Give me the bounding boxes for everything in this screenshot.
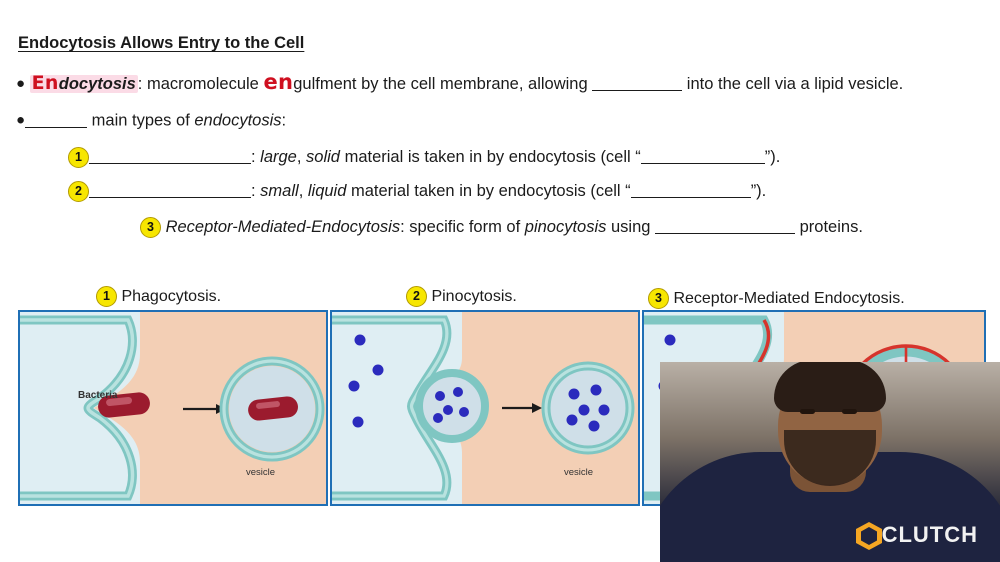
item2-text-a: : [251,182,261,200]
vesicle-label-1: vesicle [246,467,276,478]
blank-cell-eating [641,147,765,164]
handwriting-en-2: en [263,70,294,94]
item3-text-a: : specific form of [400,218,525,236]
clutch-brand-label: CLUTCH [881,522,978,547]
item1-text-c: material is taken in by endocytosis (cell “ [339,148,641,166]
figure-caption-3 [648,288,905,309]
types-text-b: : [281,111,287,130]
item1-italic-solid: solid [306,148,340,166]
types-text-a: main types of [87,111,195,130]
blank-pinocytosis [89,181,251,198]
item2-italic-small: small [260,182,299,200]
figure-caption-2-text: Pinocytosis. [431,288,517,305]
item1-italic-large: large [260,148,297,166]
circled-number-2: 2 [68,181,89,202]
item2-text-c: material taken in by endocytosis (cell “ [346,182,631,200]
blank-phagocytosis [89,147,251,164]
blank-line-2 [25,111,87,128]
item3-text-c: proteins. [795,218,863,236]
bacteria-label: Bacteria [78,390,118,401]
bullet-marker: ● [16,75,26,92]
blank-receptor [655,217,795,234]
definition-text-b: gulfment by the cell membrane, allowing [293,75,593,93]
figure-circled-number-2: 2 [406,286,427,307]
bullet-endocytosis-definition [16,70,903,95]
definition-text-a: : macromolecule [137,75,264,93]
numbered-item-1 [68,147,780,168]
figure-circled-number-1: 1 [96,286,117,307]
item2-text-b: , [298,182,308,200]
figure-caption-2 [406,286,517,307]
figure-circled-number-3: 3 [648,288,669,309]
figure-caption-3-text: Receptor-Mediated Endocytosis. [673,290,905,307]
item2-text-d: ”). [750,182,767,200]
webcam-eye-left [800,409,815,414]
figure-caption-1-text: Phagocytosis. [121,288,222,305]
circled-number-3: 3 [140,217,161,238]
phagocytosis-illustration [20,312,326,504]
item3-label: Receptor-Mediated-Endocytosis [165,218,401,236]
bullet-marker-2: ● [16,111,26,129]
item1-text-d: ”). [764,148,781,166]
types-italic: endocytosis [194,111,282,130]
blank-cell-drinking [631,181,751,198]
item1-text-b: , [296,148,307,166]
bullet-main-types [16,111,286,131]
blank-line-1 [592,74,682,91]
webcam-overlay[interactable] [660,362,1000,562]
item1-text-a: : [251,148,261,166]
figure-panel-pinocytosis [330,310,640,506]
circled-number-1: 1 [68,147,89,168]
term-docytosis: docytosis [58,75,136,93]
page-title: Endocytosis Allows Entry to the Cell [18,34,305,52]
vesicle-label-2: vesicle [564,467,594,478]
definition-text-c: into the cell via a lipid vesicle. [682,75,904,93]
numbered-item-3 [140,217,863,238]
highlight-endocytosis [30,72,138,94]
figure-panel-phagocytosis [18,310,328,506]
item2-italic-liquid: liquid [307,182,347,200]
item3-text-b: using [606,218,656,236]
handwriting-en: En [31,72,59,94]
numbered-item-2 [68,181,766,202]
item3-italic-pinocytosis: pinocytosis [524,218,607,236]
figure-caption-1 [96,286,221,307]
webcam-hair [774,362,886,412]
webcam-eye-right [842,409,857,414]
